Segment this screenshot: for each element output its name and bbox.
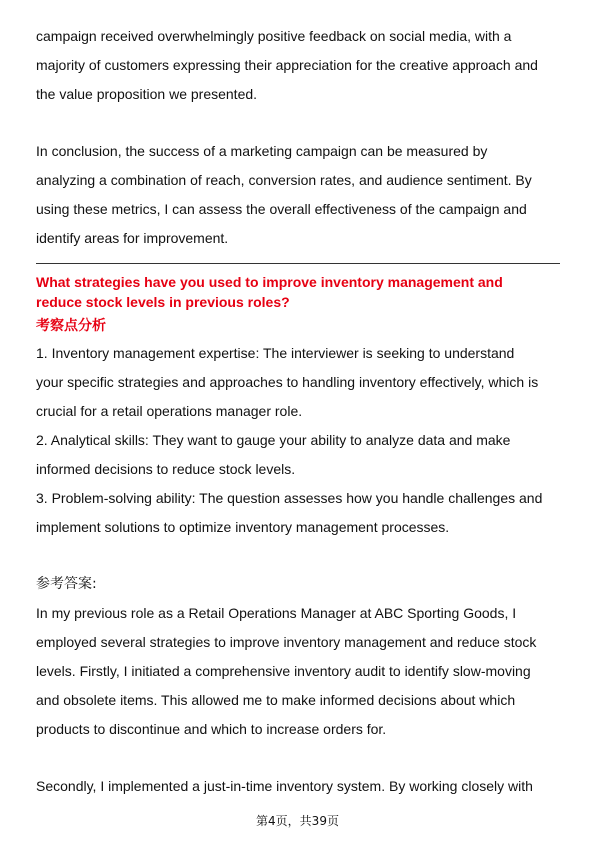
- question-heading: [36, 272, 560, 312]
- text-line: In my previous role as a Retail Operations Manager at ABC Sporting Goods, I: [36, 605, 517, 621]
- question-line: reduce stock levels in previous roles?: [36, 294, 290, 310]
- text-line: crucial for a retail operations manager role.: [36, 403, 303, 419]
- text-line: levels. Firstly, I initiated a comprehensive inventory audit to identify slow-moving: [36, 663, 531, 679]
- conclusion-paragraph: [36, 137, 560, 253]
- text-line: In conclusion, the success of a marketing campaign can be measured by: [36, 143, 488, 159]
- text-line: 1. Inventory management expertise: The interviewer is seeking to understand: [36, 345, 515, 361]
- analysis-points: [36, 339, 560, 542]
- text-line: 2. Analytical skills: They want to gauge your ability to analyze data and make: [36, 432, 511, 448]
- section-divider: [36, 263, 560, 264]
- text-line: employed several strategies to improve inventory management and reduce stock: [36, 634, 537, 650]
- text-line: majority of customers expressing their appreciation for the creative approach and: [36, 57, 538, 73]
- answer-paragraph-2: [36, 772, 560, 801]
- page-footer: 第4页，共39页: [256, 814, 339, 828]
- answer-heading: 参考答案:: [36, 576, 97, 592]
- text-line: Secondly, I implemented a just-in-time inventory system. By working closely with: [36, 778, 533, 794]
- intro-paragraph: [36, 22, 560, 109]
- text-line: 3. Problem-solving ability: The question assesses how you handle challenges and: [36, 490, 543, 506]
- text-line: identify areas for improvement.: [36, 230, 229, 246]
- text-line: informed decisions to reduce stock levels.: [36, 461, 296, 477]
- text-line: implement solutions to optimize inventory management processes.: [36, 519, 450, 535]
- text-line: the value proposition we presented.: [36, 86, 258, 102]
- document-page: [36, 22, 560, 801]
- text-line: and obsolete items. This allowed me to make informed decisions about which: [36, 692, 516, 708]
- question-line: What strategies have you used to improve inventory management and: [36, 274, 503, 290]
- text-line: your specific strategies and approaches to handling inventory effectively, which is: [36, 374, 539, 390]
- text-line: analyzing a combination of reach, conversion rates, and audience sentiment. By: [36, 172, 532, 188]
- text-line: using these metrics, I can assess the overall effectiveness of the campaign and: [36, 201, 527, 217]
- answer-paragraph-1: [36, 599, 560, 744]
- text-line: products to discontinue and which to increase orders for.: [36, 721, 387, 737]
- text-line: campaign received overwhelmingly positive feedback on social media, with a: [36, 28, 512, 44]
- analysis-heading: 考察点分析: [36, 318, 106, 334]
